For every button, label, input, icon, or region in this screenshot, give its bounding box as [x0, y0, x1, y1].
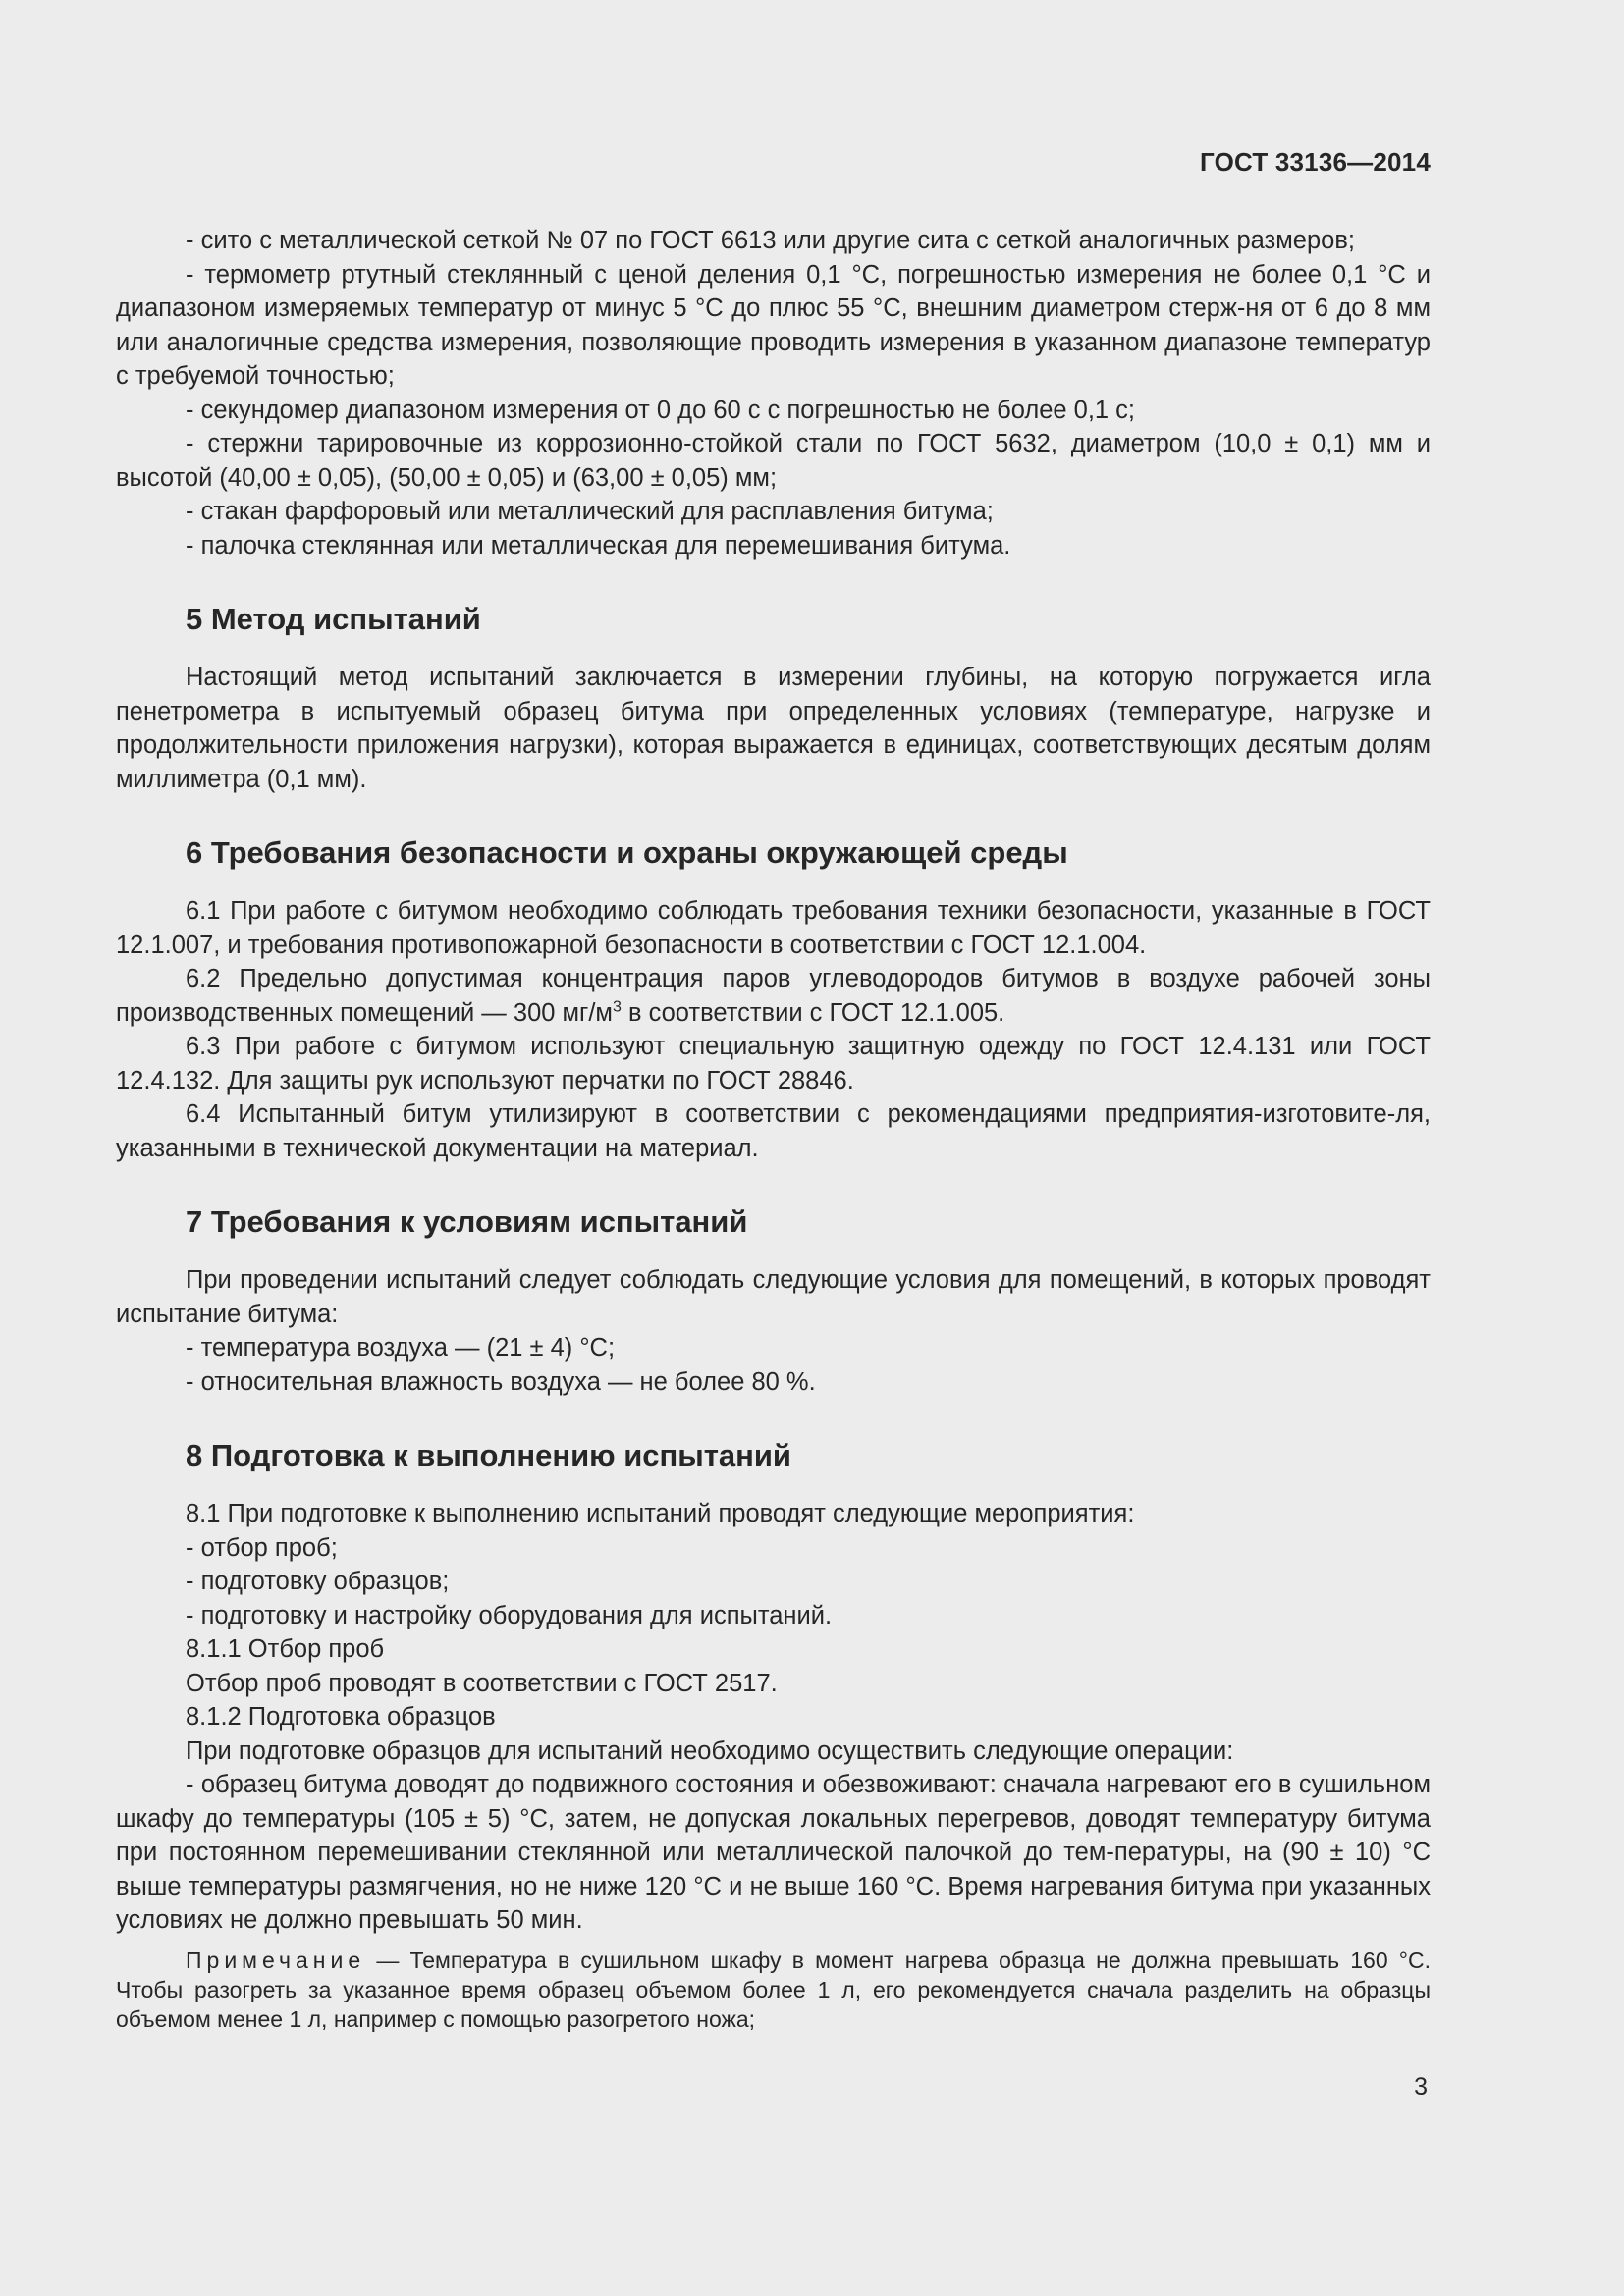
list-item: - термометр ртутный стеклянный с ценой деления 0,1 °С, погрешностью измерения не более 0,1 °С и диапазоном измеряемых температур от минус 5 °С до плюс 55 °С, внешним диаметром стерж-ня от 6 до 8 мм или аналогичные средства измерения, позволяющие проводить измерения в указанном диапазоне температур с требуемой точностью; [116, 260, 1431, 390]
paragraph: Отбор проб проводят в соответствии с ГОСТ 2517. [186, 1669, 778, 1697]
paragraph: - образец битума доводят до подвижного состояния и обезвоживают: сначала нагревают его в сушильном шкафу до температуры (105 ± 5) °С, затем, не допуская локальных перегревов, доводят температуру битума при постоянном перемешивании стеклянной или металлической палочкой до тем-пературы, на (90 ± 10) °С выше температуры размягчения, но не ниже 120 °С и не выше 160 °С. Время нагревания битума при указанных условиях не должно превышать 50 мин. [116, 1771, 1431, 1934]
subsection-heading: 8.1.1 Отбор проб [186, 1635, 385, 1663]
list-item: - стержни тарировочные из коррозионно-стойкой стали по ГОСТ 5632, диаметром (10,0 ± 0,1) мм и высотой (40,00 ± 0,05), (50,00 ± 0,05) и (63,00 ± 0,05) мм; [116, 430, 1431, 492]
section-7-heading: 7 Требования к условиям испытаний [186, 1204, 748, 1239]
paragraph: 6.4 Испытанный битум утилизируют в соответствии с рекомендациями предприятия-изготовите-ля, указанными в технической документации на материал. [116, 1100, 1431, 1162]
list-item: - сито с металлической сеткой № 07 по ГОСТ 6613 или другие сита с сеткой аналогичных размеров; [186, 227, 1355, 254]
list-item: - палочка стеклянная или металлическая для перемешивания битума. [186, 531, 1011, 560]
list-item: - подготовку образцов; [186, 1568, 450, 1595]
list-item: - температура воздуха — (21 ± 4) °С; [186, 1334, 616, 1362]
superscript: 3 [612, 998, 622, 1015]
list-item: - стакан фарфоровый или металлический для расплавления битума; [186, 498, 994, 525]
section-6-heading: 6 Требования безопасности и охраны окружающей среды [186, 835, 1068, 870]
paragraph: 6.3 При работе с битумом используют специальную защитную одежду по ГОСТ 12.4.131 или ГОСТ 12.4.132. Для защиты рук используют перчатки по ГОСТ 28846. [116, 1033, 1431, 1095]
section-8-heading: 8 Подготовка к выполнению испытаний [186, 1438, 791, 1472]
subsection-heading: 8.1.2 Подготовка образцов [186, 1703, 496, 1731]
paragraph: При проведении испытаний следует соблюдать следующие условия для помещений, в которых проводят испытание битума: [116, 1266, 1431, 1328]
paragraph-text: 6.2 Предельно допустимая концентрация паров углеводородов битумов в воздухе рабочей зоны производственных помещений — 300 мг/м [116, 965, 1431, 1027]
note-label: Примечание [186, 1947, 366, 1973]
section-5-heading: 5 Метод испытаний [186, 602, 481, 636]
paragraph: При подготовке образцов для испытаний необходимо осуществить следующие операции: [186, 1736, 1234, 1765]
paragraph-text: в соответствии с ГОСТ 12.1.005. [621, 998, 1005, 1027]
list-item: - отбор проб; [186, 1533, 338, 1562]
document-header: ГОСТ 33136—2014 [1200, 147, 1431, 177]
note [116, 1946, 1431, 2034]
paragraph [116, 962, 1431, 1030]
page-number: 3 [1414, 2073, 1428, 2101]
paragraph: 6.1 При работе с битумом необходимо соблюдать требования техники безопасности, указанные в ГОСТ 12.1.007, и требования противопожарной безопасности в соответствии с ГОСТ 12.1.004. [116, 897, 1431, 959]
list-item: - подготовку и настройку оборудования для испытаний. [186, 1601, 833, 1629]
document-body [116, 224, 1431, 2034]
paragraph: Настоящий метод испытаний заключается в измерении глубины, на которую погружается игла пенетрометра в испытуемый образец битума при определенных условиях (температуре, нагрузке и продолжительности приложения нагрузки), которая выражается в единицах, соответствующих десятым долям миллиметра (0,1 мм). [116, 664, 1431, 793]
note-text: — Температура в сушильном шкафу в момент нагрева образца не должна превышать 160 °С. Чтобы разогреть за указанное время образец объемом более 1 л, его рекомендуется сначала разделить на образцы объемом менее 1 л, например с помощью разогретого ножа; [116, 1947, 1431, 2032]
paragraph: 8.1 При подготовке к выполнению испытаний проводят следующие мероприятия: [186, 1500, 1135, 1527]
list-item: - относительная влажность воздуха — не более 80 %. [186, 1367, 816, 1396]
list-item: - секундомер диапазоном измерения от 0 до 60 с с погрешностью не более 0,1 с; [186, 396, 1136, 424]
